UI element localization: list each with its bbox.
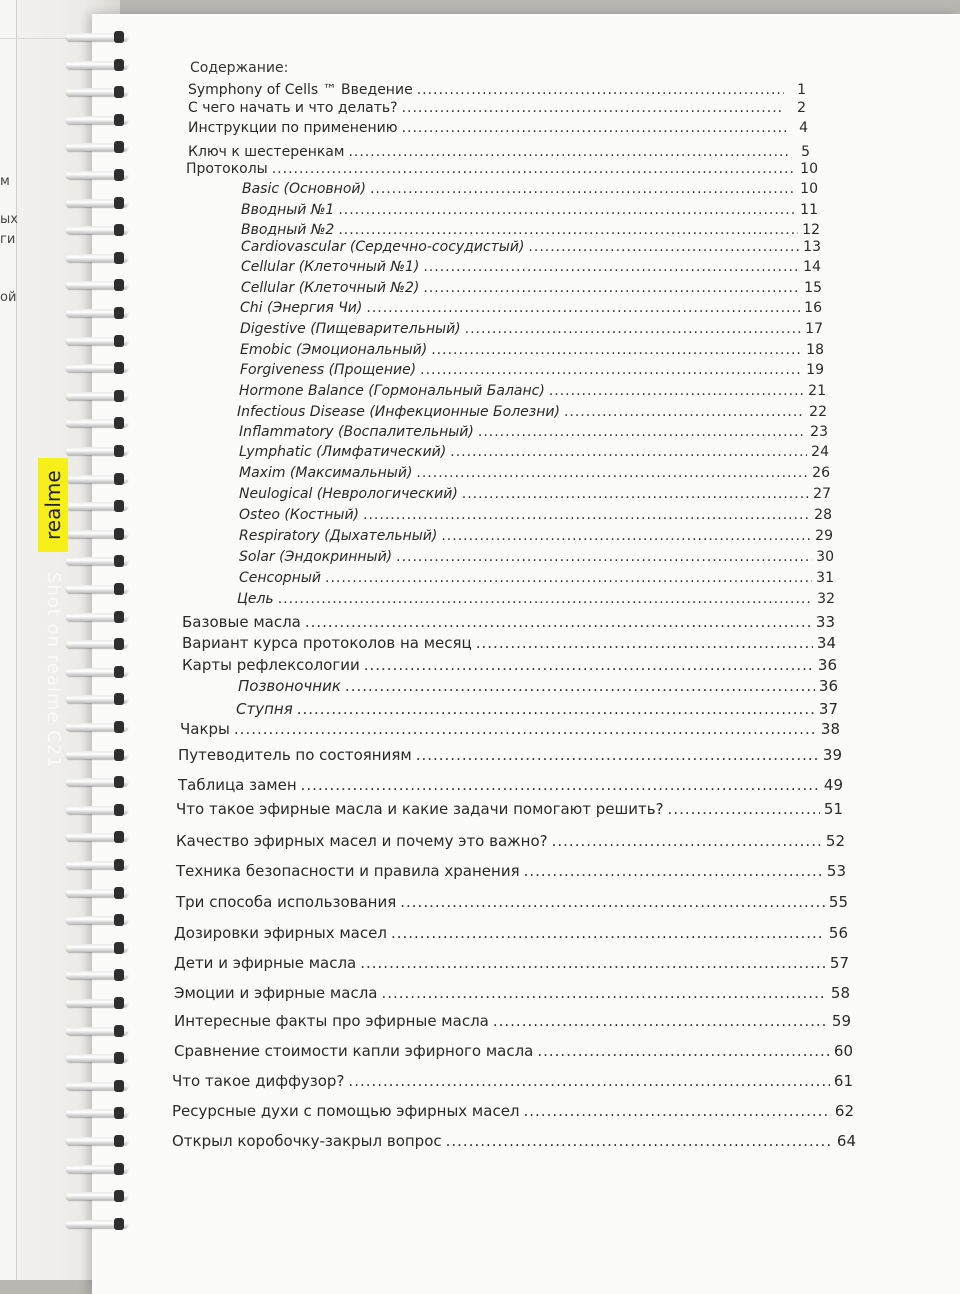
background-text-fragment: ги [0,232,16,247]
spiral-ring [60,278,134,292]
spiral-ring [60,168,134,182]
binding-hole [114,583,124,595]
toc-entry-page-number: 30 [816,549,834,565]
binding-hole [114,252,124,264]
binding-hole [114,224,124,236]
binding-hole [114,169,124,181]
toc-entry-leader [325,570,812,586]
toc-entry [188,100,806,116]
toc-entry-page-number: 29 [815,528,833,544]
binding-hole [114,307,124,319]
toc-entry-title: Hormone Balance (Гормональный Баланс) [239,383,545,399]
toc-entry-title: Что такое диффузор? [172,1072,345,1090]
toc-entry-leader [338,202,796,218]
spiral-ring [60,1051,134,1065]
toc-entry-title: Три способа использования [176,893,397,911]
spiral-ring [60,30,134,44]
toc-entry-page-number: 34 [816,634,836,652]
binding-hole [114,445,124,457]
toc-entry [241,259,821,275]
spiral-binding [60,30,140,1270]
toc-entry-title: Сравнение стоимости капли эфирного масла [174,1042,534,1060]
toc-entry-page-number: 56 [828,924,848,942]
binding-hole [114,1190,124,1202]
binding-hole [114,914,124,926]
spiral-ring [60,140,134,154]
spiral-ring [60,196,134,210]
spiral-ring [60,913,134,927]
toc-entry-title: Карты рефлексологии [182,656,360,674]
toc-entry-leader [524,862,823,880]
toc-entry-title: Эмоции и эфирные масла [174,984,378,1002]
spiral-ring [60,941,134,955]
spiral-ring [60,748,134,762]
toc-entry-title: Таблица замен [178,776,297,794]
spiral-ring [60,720,134,734]
binding-hole [114,611,124,623]
toc-entry-page-number: 62 [834,1102,854,1120]
toc-entry-leader [297,700,815,718]
toc-entry-title: Вводный №2 [241,222,335,238]
binding-hole [114,969,124,981]
toc-entry-leader [402,120,786,136]
toc-entry-page-number: 39 [822,746,842,764]
spiral-ring [60,610,134,624]
spiral-ring [60,251,134,265]
binding-hole [114,942,124,954]
toc-entry-leader [402,100,784,116]
toc-entry-title: Lymphatic (Лимфатический) [239,444,447,460]
toc-entry-page-number: 1 [797,82,806,98]
binding-hole [114,887,124,899]
spiral-ring [60,389,134,403]
toc-entry-page-number: 64 [836,1132,856,1150]
toc-entry [240,321,823,337]
binding-hole [114,555,124,567]
toc-entry-title: Emobic (Эмоциональный) [240,342,428,358]
toc-entry [188,120,808,136]
binding-hole [114,1052,124,1064]
toc-entry-title: Ключ к шестеренкам [188,144,345,160]
toc-entry-title: Инструкции по применению [188,120,398,136]
spiral-ring [60,1106,134,1120]
toc-entry-page-number: 26 [812,465,830,481]
binding-hole [114,59,124,71]
toc-entry-page-number: 57 [829,954,849,972]
toc-entry [239,507,832,523]
binding-hole [114,693,124,705]
spiral-ring [60,223,134,237]
toc-entry-leader [420,362,802,378]
binding-hole [114,1025,124,1037]
binding-hole [114,362,124,374]
toc-entry-page-number: 52 [825,832,845,850]
toc-entry-leader [450,444,807,460]
toc-entry-title: Osteo (Костный) [239,507,360,523]
binding-hole [114,528,124,540]
toc-entry [240,300,822,316]
toc-entry-page-number: 37 [818,700,838,718]
toc-entry-page-number: 36 [817,656,837,674]
toc-entry-page-number: 32 [817,591,835,607]
toc-entry [240,362,824,378]
spiral-ring [60,637,134,651]
toc-entry [178,746,842,764]
spiral-ring [60,361,134,375]
spiral-ring [60,803,134,817]
binding-hole [114,666,124,678]
toc-entry-leader [366,300,800,316]
toc-entry-leader [301,776,820,794]
spiral-ring [60,416,134,430]
toc-entry-page-number: 5 [801,144,810,160]
toc-entry [239,549,834,565]
binding-hole [114,804,124,816]
toc-entry-page-number: 15 [804,280,822,296]
toc-entry-leader [549,383,804,399]
background-text-fragment: ой [0,290,17,305]
toc-entry-leader [478,424,806,440]
toc-entry [172,1132,856,1150]
spiral-ring [60,554,134,568]
spiral-ring [60,306,134,320]
binding-hole [114,1135,124,1147]
toc-entry [178,776,843,794]
toc-entry-leader [305,613,812,631]
toc-entry-leader [524,1102,831,1120]
toc-entry-page-number: 31 [816,570,834,586]
toc-entry [239,570,834,586]
toc-entry [188,144,810,160]
binding-hole [114,473,124,485]
toc-entry-title: С чего начать и что делать? [188,100,398,116]
toc-entry-title: Respiratory (Дыхательный) [239,528,438,544]
toc-entry-title: Infectious Disease (Инфекционные Болезни) [237,404,560,420]
toc-entry-leader [537,1042,830,1060]
toc-entry-leader [391,924,825,942]
toc-entry-page-number: 27 [813,486,831,502]
binding-hole [114,1080,124,1092]
spiral-ring [60,1189,134,1203]
toc-entry-page-number: 4 [799,120,808,136]
toc-entry-title: Путеводитель по состояниям [178,746,412,764]
binding-hole [114,1163,124,1175]
toc-entry-page-number: 12 [802,222,820,238]
spiral-ring [60,1134,134,1148]
toc-entry [182,656,837,674]
toc-entry-title: Вводный №1 [241,202,335,218]
binding-hole [114,390,124,402]
toc-entry-title: Базовые масла [182,613,301,631]
spiral-ring [60,444,134,458]
toc-entry [186,161,818,177]
binding-hole [114,417,124,429]
toc-entry-page-number: 28 [814,507,832,523]
toc-entry-leader [668,800,820,818]
toc-entry-title: Дозировки эфирных масел [174,924,387,942]
toc-entry-page-number: 2 [797,100,806,116]
toc-entry [240,342,824,358]
toc-entry [239,486,831,502]
toc-entry-title: Качество эфирных масел и почему это важно? [176,832,548,850]
toc-entry-leader [528,239,799,255]
toc-entry [239,424,828,440]
spiral-ring [60,58,134,72]
toc-entry [182,634,836,652]
toc-entry-leader [272,161,796,177]
toc-entry-leader [552,832,822,850]
binding-hole [114,859,124,871]
toc-entry [237,591,835,607]
toc-entry-title: Что такое эфирные масла и какие задачи помогают решить? [176,800,664,818]
toc-entry-page-number: 55 [828,893,848,911]
toc-entry [241,222,820,238]
toc-entry-leader [441,528,811,544]
toc-entry [239,383,826,399]
spiral-ring [60,858,134,872]
toc-entry-leader [416,746,819,764]
background-text-fragment: ых [0,212,18,227]
spiral-ring [60,996,134,1010]
toc-entry-page-number: 14 [803,259,821,275]
toc-entry-leader [423,259,799,275]
toc-entry-page-number: 60 [833,1042,853,1060]
spiral-ring [60,1079,134,1093]
toc-entry-leader [234,720,817,738]
spiral-ring [60,968,134,982]
toc-entry-title: Сенсорный [239,570,321,586]
toc-entry-title: Вариант курса протоколов на месяц [182,634,472,652]
toc-entry-page-number: 61 [833,1072,853,1090]
background-page-edge [0,0,17,1280]
toc-entry-page-number: 19 [806,362,824,378]
toc-entry-title: Цель [237,591,274,607]
toc-entry-page-number: 38 [820,720,840,738]
toc-entry [176,832,845,850]
toc-entry-title: Digestive (Пищеварительный) [240,321,461,337]
toc-entry-title: Cellular (Клеточный №2) [241,280,420,296]
binding-hole [114,831,124,843]
spiral-ring [60,1162,134,1176]
toc-entry-page-number: 16 [804,300,822,316]
toc-entry-leader [338,222,798,238]
spiral-ring [60,692,134,706]
toc-entry [188,82,806,98]
toc-entry-page-number: 24 [811,444,829,460]
toc-entry-title: Техника безопасности и правила хранения [176,862,520,880]
background-text-fragment: м [0,174,10,189]
toc-entry-page-number: 58 [830,984,850,1002]
binding-hole [114,279,124,291]
toc-entry [176,893,848,911]
binding-hole [114,114,124,126]
toc-entry [241,239,821,255]
binding-hole [114,31,124,43]
toc-entry-title: Ступня [236,700,293,718]
toc-entry-title: Позвоночник [238,677,341,695]
binding-hole [114,1218,124,1230]
toc-entry [239,465,830,481]
toc-entry-page-number: 59 [831,1012,851,1030]
toc-entry-title: Интересные факты про эфирные масла [174,1012,489,1030]
toc-entry-page-number: 17 [805,321,823,337]
toc-entry-title: Forgiveness (Прощение) [240,362,417,378]
toc-entry-title: Basic (Основной) [242,181,366,197]
spiral-ring [60,527,134,541]
binding-hole [114,500,124,512]
toc-entry-page-number: 10 [800,181,818,197]
spiral-ring [60,1217,134,1231]
toc-entry-title: Cardiovascular (Сердечно-сосудистый) [241,239,525,255]
toc-entry-title: Чакры [180,720,230,738]
spiral-ring [60,113,134,127]
toc-entry [238,677,838,695]
toc-entry-page-number: 22 [809,404,827,420]
toc-entry-leader [348,144,788,160]
binding-hole [114,86,124,98]
toc-entry-title: Ресурсные духи с помощью эфирных масел [172,1102,520,1120]
binding-hole [114,141,124,153]
toc-entry [172,1102,854,1120]
toc-entry-leader [446,1132,833,1150]
toc-entry-page-number: 11 [800,202,818,218]
toc-entry-leader [423,280,800,296]
toc-heading: Содержание: [190,60,289,76]
binding-hole [114,1107,124,1119]
toc-entry-leader [396,549,812,565]
spiral-ring [60,886,134,900]
toc-entry [174,1042,853,1060]
toc-entry-title: Cellular (Клеточный №1) [241,259,420,275]
toc-entry [242,181,818,197]
binding-hole [114,776,124,788]
toc-entry-leader [345,677,815,695]
spiral-ring [60,582,134,596]
watermark-camera-text: Shot on realme C21 [43,572,64,769]
toc-entry-leader [476,634,813,652]
toc-entry-title: Открыл коробочку-закрыл вопрос [172,1132,442,1150]
toc-entry-title: Протоколы [186,161,268,177]
toc-entry-leader [363,507,810,523]
spiral-ring [60,499,134,513]
toc-entry-page-number: 36 [818,677,838,695]
toc-entry-leader [465,321,801,337]
binding-hole [114,335,124,347]
watermark-brand-label: realme [38,458,68,552]
toc-entry [239,528,833,544]
toc-entry [176,800,843,818]
toc-entry-title: Neulogical (Неврологический) [239,486,458,502]
toc-entry-page-number: 23 [810,424,828,440]
spiral-ring [60,830,134,844]
toc-entry-leader [564,404,805,420]
toc-entry [172,1072,853,1090]
spiral-ring [60,665,134,679]
spiral-ring [60,85,134,99]
toc-entry-page-number: 18 [806,342,824,358]
toc-entry-page-number: 49 [823,776,843,794]
toc-entry [180,720,840,738]
spiral-ring [60,334,134,348]
toc-entry-leader [370,181,796,197]
binding-hole [114,997,124,1009]
toc-entry [174,924,848,942]
toc-entry-leader [364,656,814,674]
toc-entry-title: Solar (Эндокринный) [239,549,393,565]
toc-entry-leader [360,954,826,972]
toc-entry-leader [400,893,825,911]
toc-entry-page-number: 10 [800,161,818,177]
binding-hole [114,749,124,761]
toc-entry [182,613,835,631]
toc-entry-page-number: 33 [815,613,835,631]
toc-entry [239,444,829,460]
toc-entry [174,1012,851,1030]
toc-entry [241,202,818,218]
toc-entry-leader [462,486,809,502]
binding-hole [114,197,124,209]
toc-entry [241,280,822,296]
toc-entry-page-number: 51 [823,800,843,818]
binding-hole [114,721,124,733]
toc-entry-page-number: 53 [826,862,846,880]
toc-entry-leader [278,591,813,607]
spiral-ring [60,775,134,789]
toc-entry-leader [416,465,808,481]
toc-entry-page-number: 13 [803,239,821,255]
toc-entry [236,700,838,718]
toc-entry-title: Symphony of Cells ™ Введение [188,82,413,98]
toc-entry-leader [431,342,802,358]
toc-entry [174,954,849,972]
toc-entry-title: Chi (Энергия Чи) [240,300,363,316]
binding-hole [114,638,124,650]
toc-entry-page-number: 21 [808,383,826,399]
toc-entry-leader [417,82,784,98]
spiral-ring [60,1024,134,1038]
toc-entry [174,984,850,1002]
spiral-ring [60,472,134,486]
toc-entry-leader [493,1012,828,1030]
toc-entry [237,404,827,420]
toc-entry-leader [348,1072,829,1090]
toc-entry-title: Inflammatory (Воспалительный) [239,424,474,440]
toc-entry [176,862,846,880]
toc-entry-leader [381,984,826,1002]
toc-entry-title: Дети и эфирные масла [174,954,357,972]
toc-entry-title: Maxim (Максимальный) [239,465,413,481]
